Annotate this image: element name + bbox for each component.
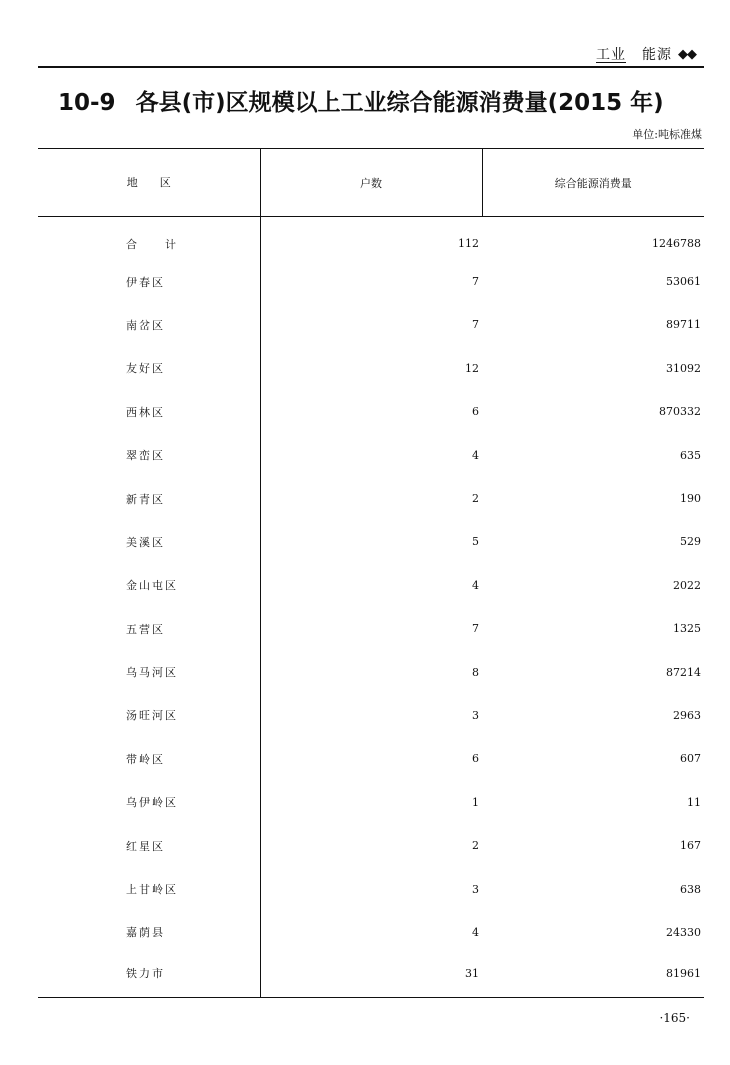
energy-cell: 167	[680, 839, 701, 853]
region-cell: 友好区	[126, 362, 165, 376]
count-cell: 4	[260, 911, 482, 954]
region-cell: 五营区	[126, 622, 165, 636]
count-cell: 8	[260, 650, 482, 693]
region-cell: 翠峦区	[126, 449, 165, 463]
region-cell: 乌马河区	[126, 666, 178, 680]
table-title: 各县(市)区规模以上工业综合能源消费量(2015 年)	[135, 90, 664, 116]
column-header-count: 户数	[260, 149, 482, 217]
region-cell: 西林区	[126, 405, 165, 419]
count-cell: 3	[260, 694, 482, 737]
count-cell: 4	[260, 564, 482, 607]
energy-cell: 31092	[666, 361, 701, 375]
energy-cell: 24330	[666, 925, 701, 939]
count-cell: 112	[260, 217, 482, 260]
table-row	[38, 607, 704, 650]
table-row	[38, 911, 704, 954]
count-cell: 7	[260, 260, 482, 303]
count-cell: 7	[260, 607, 482, 650]
energy-cell: 2022	[673, 578, 701, 592]
count-cell: 12	[260, 347, 482, 390]
count-cell: 6	[260, 737, 482, 780]
region-cell: 合 计	[126, 237, 178, 251]
page-title	[58, 84, 698, 117]
table-number: 10-9	[58, 90, 116, 116]
table-row	[38, 867, 704, 910]
count-cell: 5	[260, 520, 482, 563]
region-cell: 红星区	[126, 839, 165, 853]
energy-cell: 638	[680, 882, 701, 896]
table-row	[38, 824, 704, 867]
header-rule	[38, 66, 704, 68]
energy-cell: 2963	[673, 708, 701, 722]
energy-cell: 635	[680, 448, 701, 462]
energy-cell: 1325	[673, 622, 701, 636]
region-cell: 金山屯区	[126, 579, 178, 593]
energy-cell: 81961	[482, 954, 704, 997]
region-cell: 汤旺河区	[126, 709, 178, 723]
count-cell: 7	[260, 303, 482, 346]
region-cell: 上甘岭区	[126, 883, 178, 897]
count-cell: 31	[260, 954, 482, 997]
table-row	[38, 781, 704, 824]
count-cell: 2	[260, 477, 482, 520]
page-number: ·165·	[659, 1011, 690, 1025]
energy-cell: 190	[680, 492, 701, 506]
table-row	[38, 260, 704, 303]
data-table	[38, 148, 704, 998]
table-header-row	[38, 149, 704, 217]
region-cell: 带岭区	[126, 752, 165, 766]
column-header-region: 地 区	[38, 149, 260, 217]
region-cell: 嘉荫县	[126, 926, 165, 940]
energy-cell: 607	[680, 752, 701, 766]
energy-cell: 89711	[666, 318, 701, 332]
table-row	[38, 433, 704, 476]
region-cell: 新青区	[126, 492, 165, 506]
count-cell: 3	[260, 867, 482, 910]
region-cell: 南岔区	[126, 318, 165, 332]
region-cell: 美溪区	[126, 535, 165, 549]
count-cell: 4	[260, 433, 482, 476]
table-row	[38, 650, 704, 693]
energy-cell: 53061	[666, 275, 701, 289]
count-cell: 6	[260, 390, 482, 433]
table-row	[38, 217, 704, 260]
energy-cell: 529	[680, 535, 701, 549]
region-cell: 乌伊岭区	[126, 796, 178, 810]
energy-cell: 11	[687, 795, 701, 809]
count-cell: 2	[260, 824, 482, 867]
energy-cell: 1246788	[652, 237, 701, 251]
diamond-icon: ◆◆	[678, 46, 696, 62]
table-row	[38, 520, 704, 563]
table-row	[38, 737, 704, 780]
column-header-energy: 综合能源消费量	[482, 149, 704, 217]
table-row	[38, 347, 704, 390]
region-cell: 铁力市	[38, 954, 260, 997]
unit-label: 单位:吨标准煤	[632, 128, 702, 141]
section-label-industry: 工业	[596, 47, 626, 63]
table-row	[38, 390, 704, 433]
section-header	[596, 44, 696, 64]
table-row	[38, 694, 704, 737]
count-cell: 1	[260, 781, 482, 824]
energy-cell: 870332	[659, 405, 701, 419]
section-label-energy: 能源	[642, 47, 672, 63]
table-row	[38, 477, 704, 520]
energy-cell: 87214	[666, 665, 701, 679]
table-row	[38, 303, 704, 346]
table-row	[38, 564, 704, 607]
region-cell: 伊春区	[126, 275, 165, 289]
table-row	[38, 954, 704, 997]
